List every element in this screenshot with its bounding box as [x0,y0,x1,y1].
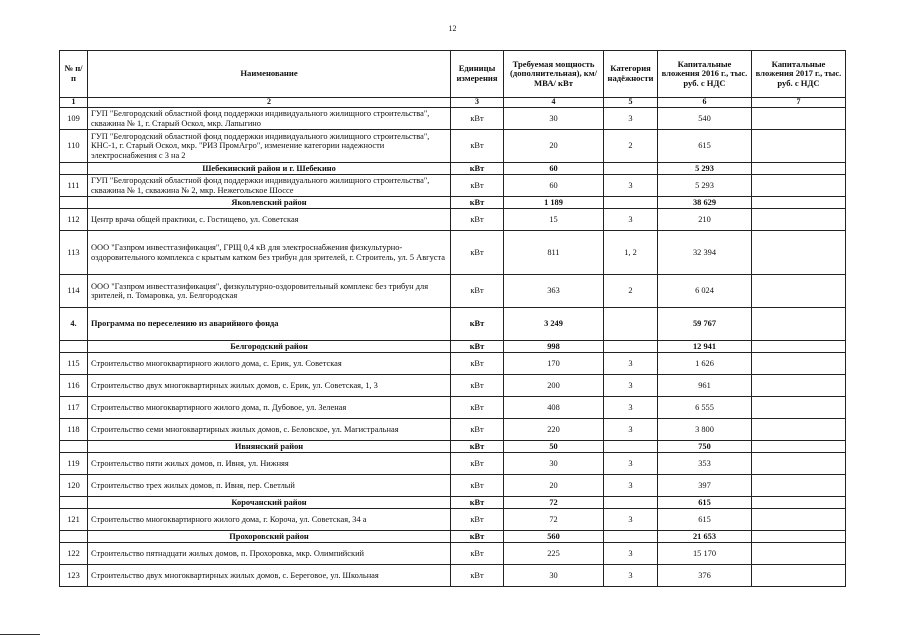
row-number: 112 [60,209,88,231]
column-number: 3 [451,98,504,108]
row-name: ООО "Газпром инвестгазификация", физкультурно-оздоровительный комплекс без трибун для зрителей, п. Томаровка, ул. Белгородская [88,275,451,308]
row-unit: кВт [451,197,504,209]
row-power: 60 [504,163,604,175]
row-unit: кВт [451,419,504,441]
header-power: Требуемая мощность (дополнительная), км/ МВА/ кВт [504,51,604,98]
row-number: 115 [60,353,88,375]
table-row [60,543,846,565]
header-category: Категория надёжности [604,51,658,98]
row-cap-2016: 961 [658,375,752,397]
row-category: 3 [604,353,658,375]
row-cap-2017 [752,531,846,543]
row-category: 3 [604,543,658,565]
row-number: 119 [60,453,88,475]
row-category [604,441,658,453]
row-unit: кВт [451,375,504,397]
row-cap-2016: 3 800 [658,419,752,441]
row-cap-2017 [752,453,846,475]
row-power: 15 [504,209,604,231]
row-power: 60 [504,175,604,197]
table-row [60,130,846,163]
header-no: № п/п [60,51,88,98]
row-unit: кВт [451,231,504,275]
table-row [60,209,846,231]
row-number: 121 [60,509,88,531]
row-cap-2017 [752,130,846,163]
column-number: 6 [658,98,752,108]
row-number: 113 [60,231,88,275]
table-body [60,108,846,587]
row-unit: кВт [451,175,504,197]
row-cap-2017 [752,419,846,441]
row-cap-2017 [752,497,846,509]
table-row [60,565,846,587]
row-cap-2016: 32 394 [658,231,752,275]
column-number-row [60,98,846,108]
row-cap-2016: 59 767 [658,308,752,341]
row-number: 122 [60,543,88,565]
column-number: 7 [752,98,846,108]
row-name: Программа по переселению из аварийного фонда [88,308,451,341]
program-row [60,308,846,341]
row-number: 117 [60,397,88,419]
row-name: Строительство пятнадцати жилых домов, п. Прохоровка, мкр. Олимпийский [88,543,451,565]
table-row [60,108,846,130]
row-cap-2017 [752,565,846,587]
district-row [60,531,846,543]
header-unit: Единицы измерения [451,51,504,98]
row-cap-2017 [752,509,846,531]
row-cap-2016: 615 [658,497,752,509]
row-number: 116 [60,375,88,397]
row-cap-2016: 397 [658,475,752,497]
row-number [60,441,88,453]
row-category: 3 [604,419,658,441]
row-unit: кВт [451,108,504,130]
row-cap-2017 [752,275,846,308]
row-category [604,197,658,209]
row-name: Строительство многоквартирного жилого дома, п. Дубовое, ул. Зеленая [88,397,451,419]
row-name: Строительство многоквартирного жилого дома, г. Короча, ул. Советская, 34 а [88,509,451,531]
page-number: 12 [448,24,457,33]
row-cap-2016: 376 [658,565,752,587]
row-unit: кВт [451,475,504,497]
row-power: 998 [504,341,604,353]
row-unit: кВт [451,441,504,453]
row-name: Прохоровский район [88,531,451,543]
row-power: 30 [504,453,604,475]
row-power: 50 [504,441,604,453]
header-name: Наименование [88,51,451,98]
row-number: 111 [60,175,88,197]
row-power: 225 [504,543,604,565]
row-power: 560 [504,531,604,543]
row-cap-2016: 38 629 [658,197,752,209]
table-row [60,275,846,308]
row-category: 1, 2 [604,231,658,275]
row-cap-2016: 21 653 [658,531,752,543]
row-name: Ивнянский район [88,441,451,453]
row-number: 109 [60,108,88,130]
table-row [60,475,846,497]
row-power: 20 [504,475,604,497]
table-row [60,353,846,375]
row-cap-2017 [752,209,846,231]
row-name: Строительство пяти жилых домов, п. Ивня, ул. Нижняя [88,453,451,475]
row-unit: кВт [451,497,504,509]
row-name: Центр врача общей практики, с. Гостищево, ул. Советская [88,209,451,231]
row-power: 220 [504,419,604,441]
row-name: Корочанский район [88,497,451,509]
row-unit: кВт [451,543,504,565]
table-row [60,175,846,197]
row-power: 1 189 [504,197,604,209]
row-category [604,163,658,175]
row-cap-2017 [752,397,846,419]
row-number [60,497,88,509]
row-cap-2016: 1 626 [658,353,752,375]
row-power: 30 [504,108,604,130]
table-row [60,453,846,475]
row-name: Белгородский район [88,341,451,353]
row-category: 3 [604,475,658,497]
row-category: 3 [604,108,658,130]
row-category [604,497,658,509]
row-category: 3 [604,397,658,419]
row-power: 72 [504,497,604,509]
row-power: 30 [504,565,604,587]
row-category [604,341,658,353]
district-row [60,341,846,353]
row-cap-2016: 615 [658,130,752,163]
row-number: 114 [60,275,88,308]
header-cap-2017: Капитальные вложения 2017 г., тыс. руб. с НДС [752,51,846,98]
row-number [60,341,88,353]
row-name: Шебекинский район и г. Шебекино [88,163,451,175]
row-unit: кВт [451,453,504,475]
column-number: 4 [504,98,604,108]
row-power: 408 [504,397,604,419]
row-category: 3 [604,509,658,531]
row-name: ГУП "Белгородский областной фонд поддержки индивидуального жилищного строительства", скважина № 1, скважина № 2, мкр. Нежегольское Шоссе [88,175,451,197]
row-cap-2016: 210 [658,209,752,231]
column-number: 1 [60,98,88,108]
row-category: 3 [604,175,658,197]
row-power: 20 [504,130,604,163]
row-unit: кВт [451,341,504,353]
row-category: 3 [604,209,658,231]
row-name: ГУП "Белгородский областной фонд поддержки индивидуального жилищного строительства", КНС-1, г. Старый Оскол, мкр. "РИЗ ПромАгро", изменение категории надежности электроснабжения с 3 на 2 [88,130,451,163]
row-power: 3 249 [504,308,604,341]
row-unit: кВт [451,565,504,587]
header-row [60,51,846,98]
row-cap-2017 [752,308,846,341]
row-unit: кВт [451,163,504,175]
row-cap-2017 [752,108,846,130]
row-unit: кВт [451,275,504,308]
row-category [604,531,658,543]
table-row [60,375,846,397]
row-unit: кВт [451,130,504,163]
row-name: Яковлевский район [88,197,451,209]
row-cap-2017 [752,475,846,497]
row-name: ГУП "Белгородский областной фонд поддержки индивидуального жилищного строительства", скважина № 1, г. Старый Оскол, мкр. Лапыгино [88,108,451,130]
row-unit: кВт [451,509,504,531]
row-power: 170 [504,353,604,375]
row-power: 72 [504,509,604,531]
row-unit: кВт [451,308,504,341]
row-name: ООО "Газпром инвестгазификация", ГРЩ 0,4 кВ для электроснабжения физкультурно-оздоровительного комплекса с крытым катком без трибун для зрителей, г. Строитель, ул. 5 Августа [88,231,451,275]
row-cap-2016: 5 293 [658,175,752,197]
row-unit: кВт [451,209,504,231]
row-cap-2017 [752,231,846,275]
row-cap-2016: 5 293 [658,163,752,175]
investment-table [59,50,846,587]
district-row [60,441,846,453]
row-cap-2017 [752,163,846,175]
column-number: 5 [604,98,658,108]
header-cap-2016: Капитальные вложения 2016 г., тыс. руб. с НДС [658,51,752,98]
row-cap-2016: 750 [658,441,752,453]
row-name: Строительство двух многоквартирных жилых домов, с. Береговое, ул. Школьная [88,565,451,587]
page-edge-mark [0,634,40,635]
row-number: 110 [60,130,88,163]
row-number: 120 [60,475,88,497]
row-number: 118 [60,419,88,441]
table-row [60,419,846,441]
row-cap-2016: 15 170 [658,543,752,565]
row-cap-2016: 6 024 [658,275,752,308]
row-name: Строительство трех жилых домов, п. Ивня, пер. Светлый [88,475,451,497]
row-cap-2016: 6 555 [658,397,752,419]
row-category [604,308,658,341]
row-name: Строительство многоквартирного жилого дома, с. Ерик, ул. Советская [88,353,451,375]
row-category: 2 [604,130,658,163]
row-power: 811 [504,231,604,275]
row-name: Строительство двух многоквартирных жилых домов, с. Ерик, ул. Советская, 1, 3 [88,375,451,397]
row-number: 123 [60,565,88,587]
row-unit: кВт [451,531,504,543]
row-number [60,163,88,175]
row-cap-2017 [752,353,846,375]
row-category: 3 [604,453,658,475]
row-cap-2017 [752,375,846,397]
row-cap-2017 [752,441,846,453]
row-cap-2016: 540 [658,108,752,130]
column-number: 2 [88,98,451,108]
row-cap-2016: 12 941 [658,341,752,353]
row-cap-2017 [752,175,846,197]
row-category: 3 [604,565,658,587]
row-cap-2017 [752,341,846,353]
row-power: 200 [504,375,604,397]
row-cap-2016: 615 [658,509,752,531]
row-cap-2017 [752,543,846,565]
row-category: 3 [604,375,658,397]
row-cap-2016: 353 [658,453,752,475]
row-category: 2 [604,275,658,308]
row-number: 4. [60,308,88,341]
row-cap-2017 [752,197,846,209]
row-number [60,531,88,543]
row-power: 363 [504,275,604,308]
table-row [60,231,846,275]
table-row [60,397,846,419]
district-row [60,163,846,175]
row-unit: кВт [451,353,504,375]
row-name: Строительство семи многоквартирных жилых домов, с. Беловское, ул. Магистральная [88,419,451,441]
table-row [60,509,846,531]
district-row [60,197,846,209]
row-unit: кВт [451,397,504,419]
district-row [60,497,846,509]
row-number [60,197,88,209]
